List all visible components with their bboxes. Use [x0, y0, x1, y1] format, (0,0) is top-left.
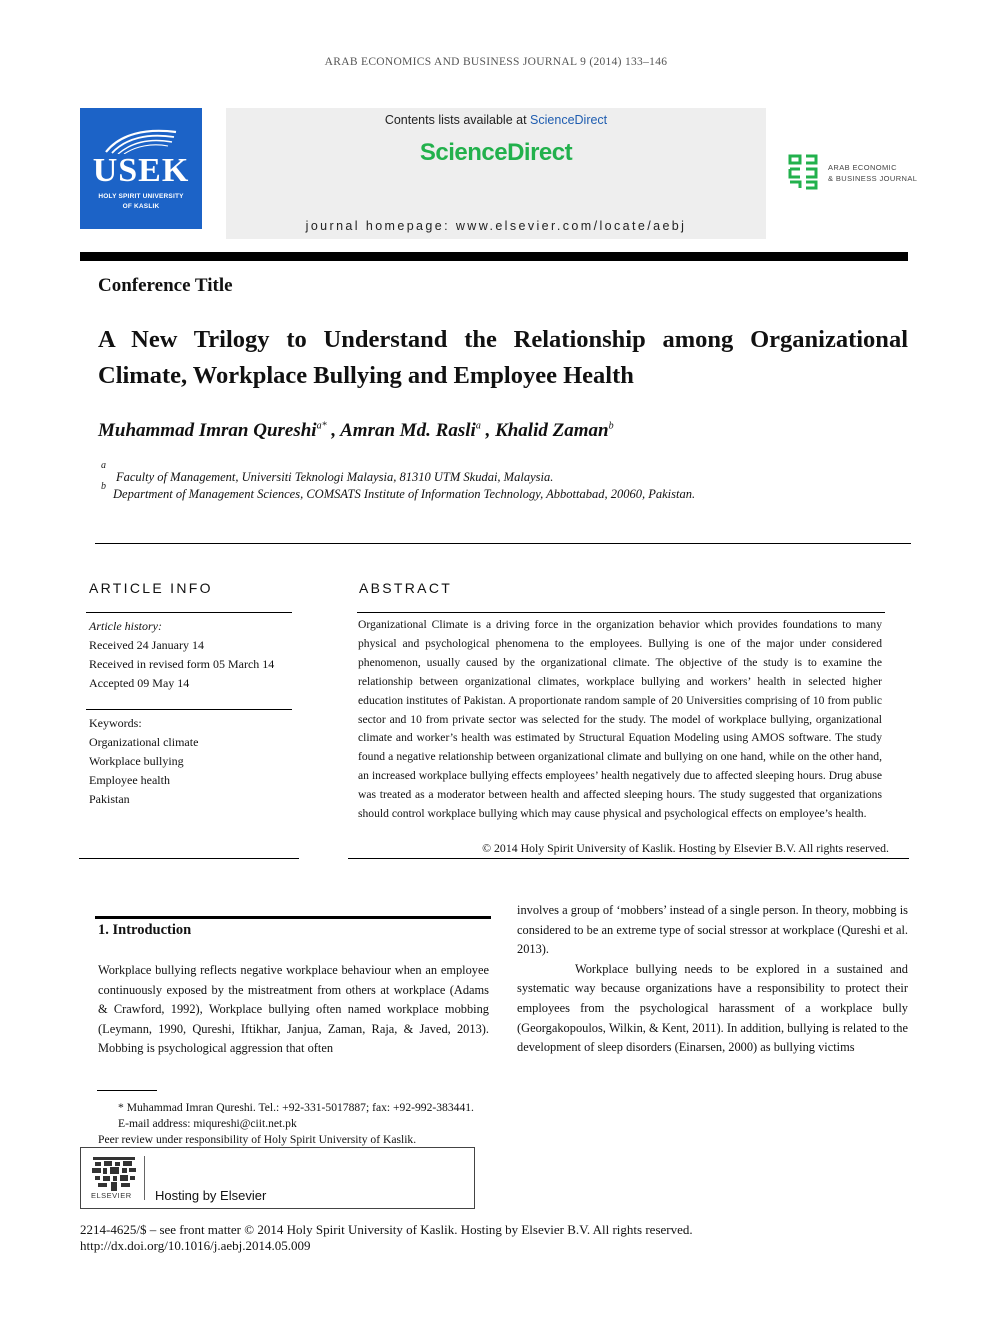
author-list	[98, 420, 614, 442]
history-item: Received 24 January 14	[89, 638, 204, 652]
sciencedirect-brand: ScienceDirect	[419, 139, 573, 166]
affiliation-label: a	[101, 460, 106, 471]
keywords-rule	[86, 709, 292, 710]
article-info-heading: ARTICLE INFO	[89, 580, 213, 596]
hosting-by-elsevier: Hosting by Elsevier	[155, 1188, 267, 1203]
author-affiliation-mark: a*	[316, 420, 327, 432]
author-affiliation-mark: b	[608, 420, 614, 432]
aebj-line-1: ARAB ECONOMIC	[828, 163, 897, 172]
intro-heading: 1. Introduction	[98, 922, 192, 938]
abstract-bottom-rule	[348, 858, 909, 859]
abstract-text: Organizational Climate is a driving force in the organization behavior which provides foundations to many physical and psychological phenomena to the employees. Bullying is one of the major under considered phenomenon, usually caused by the organizational climate. The objective of the study is to examine the relationship between organizational climates, workplace bullying and workers’ health in selected higher education institutes of Pakistan. A proportionate random sample of 20 Universities comprising of 10 from public sector and 10 from private sector was selected for the study. The model of workplace bullying, organizational climate and worker’s health was estimated by Structural Equation Modeling using AMOS software. The study found a negative relationship between organizational climate and bullying on one hand, while on the other hand, an increased workplace bullying effects employees’ health negatively due to affected sleeping hours. Drug abuse was treated as a moderator between health and affected sleeping hours. The study suggested that organizations should control workplace bullying which may cause physical and psychological effects on employee’s health.	[358, 618, 882, 821]
usek-logo	[80, 108, 202, 229]
elsevier-wordmark: ELSEVIER	[91, 1191, 132, 1200]
conference-title: Conference Title	[98, 275, 233, 296]
aebj-logo	[788, 152, 918, 192]
usek-subtitle-2: OF KASLIK	[122, 203, 160, 210]
peer-review-note: Peer review under responsibility of Holy Spirit University of Kaslik.	[98, 1133, 417, 1146]
elsevier-separator	[144, 1156, 145, 1200]
author-separator: ,	[331, 420, 337, 441]
abstract-copyright: © 2014 Holy Spirit University of Kaslik. Hosting by Elsevier B.V. All rights reserved.	[482, 841, 889, 855]
author-name: Amran Md. Rasli	[340, 420, 476, 441]
footnote-rule	[97, 1090, 157, 1091]
history-item: Accepted 09 May 14	[89, 676, 190, 690]
journal-homepage[interactable]: journal homepage: www.elsevier.com/locate/aebj	[305, 219, 687, 233]
author-name: Muhammad Imran Qureshi	[98, 420, 317, 441]
elsevier-hosting-box	[80, 1147, 475, 1209]
keyword-item: Employee health	[89, 773, 170, 787]
keywords-label: Keywords:	[89, 716, 142, 730]
running-head: ARAB ECONOMICS AND BUSINESS JOURNAL 9 (2014) 133–146	[324, 56, 668, 68]
history-item: Received in revised form 05 March 14	[89, 657, 275, 671]
intro-column-right	[517, 901, 908, 1058]
corresponding-author-note: * Muhammad Imran Qureshi. Tel.: +92-331-5017887; fax: +92-992-383441.	[118, 1101, 474, 1114]
author-name: Khalid Zaman	[495, 420, 609, 441]
usek-wordmark: USEK	[92, 152, 190, 189]
article-history-label: Article history:	[89, 619, 162, 633]
elsevier-tree-icon	[89, 1155, 139, 1193]
article-info-rule	[86, 612, 292, 613]
contents-list-line	[226, 113, 766, 127]
aebj-line-2: & BUSINESS JOURNAL	[828, 174, 918, 183]
section-divider	[95, 543, 911, 544]
keyword-item: Pakistan	[89, 792, 130, 806]
affiliation-text: Department of Management Sciences, COMSATS Institute of Information Technology, Abbottabad, 20060, Pakistan.	[113, 487, 696, 501]
usek-swoosh-icon	[102, 126, 180, 154]
intro-paragraph: involves a group of ‘mobbers’ instead of a single person. In theory, mobbing is considered to be an extreme type of social stressor at workplace (Qureshi et al. 2013).	[517, 903, 908, 957]
author-separator: ,	[485, 420, 491, 441]
usek-subtitle-1: HOLY SPIRIT UNIVERSITY	[98, 193, 184, 200]
keyword-item: Organizational climate	[89, 735, 199, 749]
article-info-bottom-rule	[79, 858, 299, 859]
intro-rule	[95, 916, 491, 919]
email-address[interactable]: E-mail address: miqureshi@ciit.net.pk	[118, 1117, 297, 1130]
intro-paragraph-left: Workplace bullying reflects negative workplace behaviour when an employee continuously exposed by the mistreatment from others at workplace (Adams & Crawford, 1992), Workplace bullying often named workplace mobbing (Leymann, 1990, Qureshi, Iftikhar, Janjua, Zaman, Raja, & Javed, 2013). Mobbing is psychological aggression that often	[98, 963, 489, 1056]
aebj-mark-icon	[788, 152, 822, 190]
keyword-item: Workplace bullying	[89, 754, 184, 768]
contents-prefix: Contents lists available at	[384, 113, 527, 127]
affiliation-text: Faculty of Management, Universiti Teknologi Malaysia, 81310 UTM Skudai, Malaysia.	[116, 470, 554, 484]
abstract-rule	[357, 612, 885, 613]
issn-line: 2214-4625/$ – see front matter © 2014 Holy Spirit University of Kaslik. Hosting by Elsevier B.V. All rights reserved.	[80, 1222, 693, 1237]
header-rule	[80, 252, 908, 261]
affiliation-label: b	[101, 481, 106, 492]
abstract-heading: ABSTRACT	[359, 580, 453, 596]
paper-title: A New Trilogy to Understand the Relationship among Organizational Climate, Workplace Bullying and Employee Health	[98, 326, 908, 389]
author-affiliation-mark: a	[475, 420, 481, 432]
intro-paragraph: Workplace bullying needs to be explored in a sustained and systematic way because organizations have a responsibility to protect their employees from the psychological harassment of a workplace bully (Georgakopoulos, Wilkin, & Kent, 2011). In addition, bullying is related to the development of sleep disorders (Einarsen, 2000) as bullying victims	[517, 961, 908, 1055]
sciencedirect-link[interactable]: ScienceDirect	[530, 113, 608, 127]
doi-link[interactable]: http://dx.doi.org/10.1016/j.aebj.2014.05.009	[80, 1238, 311, 1253]
